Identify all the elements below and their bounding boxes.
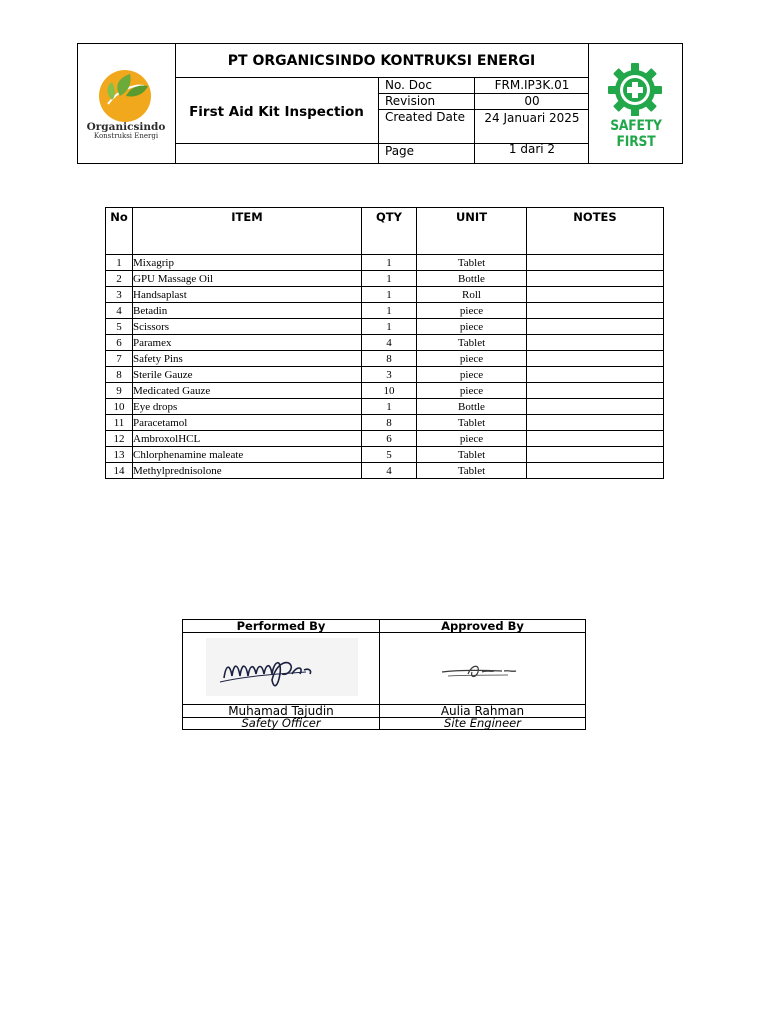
item-notes <box>527 447 664 463</box>
safety-cross-gear-icon <box>589 60 683 116</box>
item-qty: 6 <box>362 431 417 447</box>
table-row <box>106 463 664 479</box>
item-name: Betadin <box>133 303 362 319</box>
item-number: 9 <box>106 383 133 399</box>
item-qty: 1 <box>362 399 417 415</box>
item-qty: 1 <box>362 287 417 303</box>
item-unit: Tablet <box>417 415 527 431</box>
column-header-qty: QTY <box>362 208 417 255</box>
item-qty: 10 <box>362 383 417 399</box>
item-name: Paracetamol <box>133 415 362 431</box>
item-notes <box>527 399 664 415</box>
company-name: PT ORGANICSINDO KONTRUKSI ENERGI <box>227 52 536 69</box>
inspection-table <box>105 207 664 479</box>
item-unit: Tablet <box>417 447 527 463</box>
table-header-row <box>106 208 664 255</box>
handwritten-signature <box>196 634 366 700</box>
item-notes <box>527 303 664 319</box>
item-unit: piece <box>417 367 527 383</box>
column-header-notes: NOTES <box>527 208 664 255</box>
item-name: Paramex <box>133 335 362 351</box>
item-name: GPU Massage Oil <box>133 271 362 287</box>
doc-number-label: No. Doc <box>385 78 432 92</box>
table-row <box>106 383 664 399</box>
table-row <box>106 335 664 351</box>
item-unit: Tablet <box>417 335 527 351</box>
item-notes <box>527 383 664 399</box>
table-row <box>106 367 664 383</box>
item-qty: 1 <box>362 303 417 319</box>
item-name: Mixagrip <box>133 255 362 271</box>
performer-name: Muhamad Tajudin <box>183 705 380 718</box>
page-value: 1 dari 2 <box>508 142 556 156</box>
item-name: AmbroxolHCL <box>133 431 362 447</box>
table-row <box>106 431 664 447</box>
performed-signature-cell <box>183 633 380 705</box>
logo-subtitle: Konstruksi Energi <box>93 132 159 140</box>
table-row <box>106 303 664 319</box>
item-number: 1 <box>106 255 133 271</box>
logo-name: Organicsindo <box>86 121 166 133</box>
item-unit: Bottle <box>417 399 527 415</box>
column-header-unit: UNIT <box>417 208 527 255</box>
item-number: 7 <box>106 351 133 367</box>
item-name: Methylprednisolone <box>133 463 362 479</box>
table-row <box>106 287 664 303</box>
item-unit: piece <box>417 351 527 367</box>
item-notes <box>527 335 664 351</box>
item-name: Chlorphenamine maleate <box>133 447 362 463</box>
item-number: 8 <box>106 367 133 383</box>
item-notes <box>527 351 664 367</box>
item-qty: 1 <box>362 255 417 271</box>
item-number: 2 <box>106 271 133 287</box>
item-number: 5 <box>106 319 133 335</box>
item-unit: piece <box>417 303 527 319</box>
item-unit: Tablet <box>417 463 527 479</box>
table-row <box>106 255 664 271</box>
column-header-no: No <box>106 208 133 255</box>
item-qty: 3 <box>362 367 417 383</box>
item-number: 6 <box>106 335 133 351</box>
handwritten-signature <box>408 634 558 700</box>
approved-signature-cell <box>380 633 586 705</box>
item-qty: 8 <box>362 415 417 431</box>
column-header-item: ITEM <box>133 208 362 255</box>
safety-first-label: SAFETY FIRST <box>610 118 662 150</box>
item-notes <box>527 287 664 303</box>
table-row <box>106 271 664 287</box>
item-number: 10 <box>106 399 133 415</box>
item-number: 12 <box>106 431 133 447</box>
item-notes <box>527 319 664 335</box>
item-name: Medicated Gauze <box>133 383 362 399</box>
item-name: Handsaplast <box>133 287 362 303</box>
safety-logo <box>589 60 683 116</box>
table-row <box>106 351 664 367</box>
table-row <box>106 399 664 415</box>
performed-by-heading: Performed By <box>183 620 380 633</box>
revision-value: 00 <box>524 94 540 108</box>
item-unit: piece <box>417 431 527 447</box>
created-date-value: 24 Januari 2025 <box>484 111 580 125</box>
document-title: First Aid Kit Inspection <box>189 104 364 120</box>
table-row <box>106 415 664 431</box>
item-name: Eye drops <box>133 399 362 415</box>
revision-label: Revision <box>385 94 436 108</box>
doc-number-value: FRM.IP3K.01 <box>494 78 570 92</box>
item-number: 3 <box>106 287 133 303</box>
approved-by-heading: Approved By <box>380 620 586 633</box>
performer-role: Safety Officer <box>183 718 380 730</box>
item-qty: 5 <box>362 447 417 463</box>
header-divider <box>474 77 475 163</box>
item-unit: Tablet <box>417 255 527 271</box>
item-qty: 4 <box>362 463 417 479</box>
item-qty: 1 <box>362 271 417 287</box>
item-qty: 4 <box>362 335 417 351</box>
item-notes <box>527 431 664 447</box>
item-qty: 8 <box>362 351 417 367</box>
item-name: Safety Pins <box>133 351 362 367</box>
item-name: Scissors <box>133 319 362 335</box>
item-qty: 1 <box>362 319 417 335</box>
item-unit: piece <box>417 383 527 399</box>
header-divider <box>378 77 379 163</box>
approver-name: Aulia Rahman <box>380 705 586 718</box>
item-unit: Roll <box>417 287 527 303</box>
approver-role: Site Engineer <box>380 718 586 730</box>
item-notes <box>527 271 664 287</box>
table-row <box>106 319 664 335</box>
item-unit: Bottle <box>417 271 527 287</box>
signature-table <box>182 619 586 730</box>
item-number: 13 <box>106 447 133 463</box>
page-label: Page <box>385 144 415 158</box>
item-notes <box>527 415 664 431</box>
item-notes <box>527 255 664 271</box>
item-number: 11 <box>106 415 133 431</box>
item-notes <box>527 463 664 479</box>
item-number: 14 <box>106 463 133 479</box>
created-date-label: Created Date <box>385 110 465 124</box>
table-row <box>106 447 664 463</box>
item-unit: piece <box>417 319 527 335</box>
item-notes <box>527 367 664 383</box>
item-number: 4 <box>106 303 133 319</box>
item-name: Sterile Gauze <box>133 367 362 383</box>
leaf-logo-icon <box>78 60 174 122</box>
